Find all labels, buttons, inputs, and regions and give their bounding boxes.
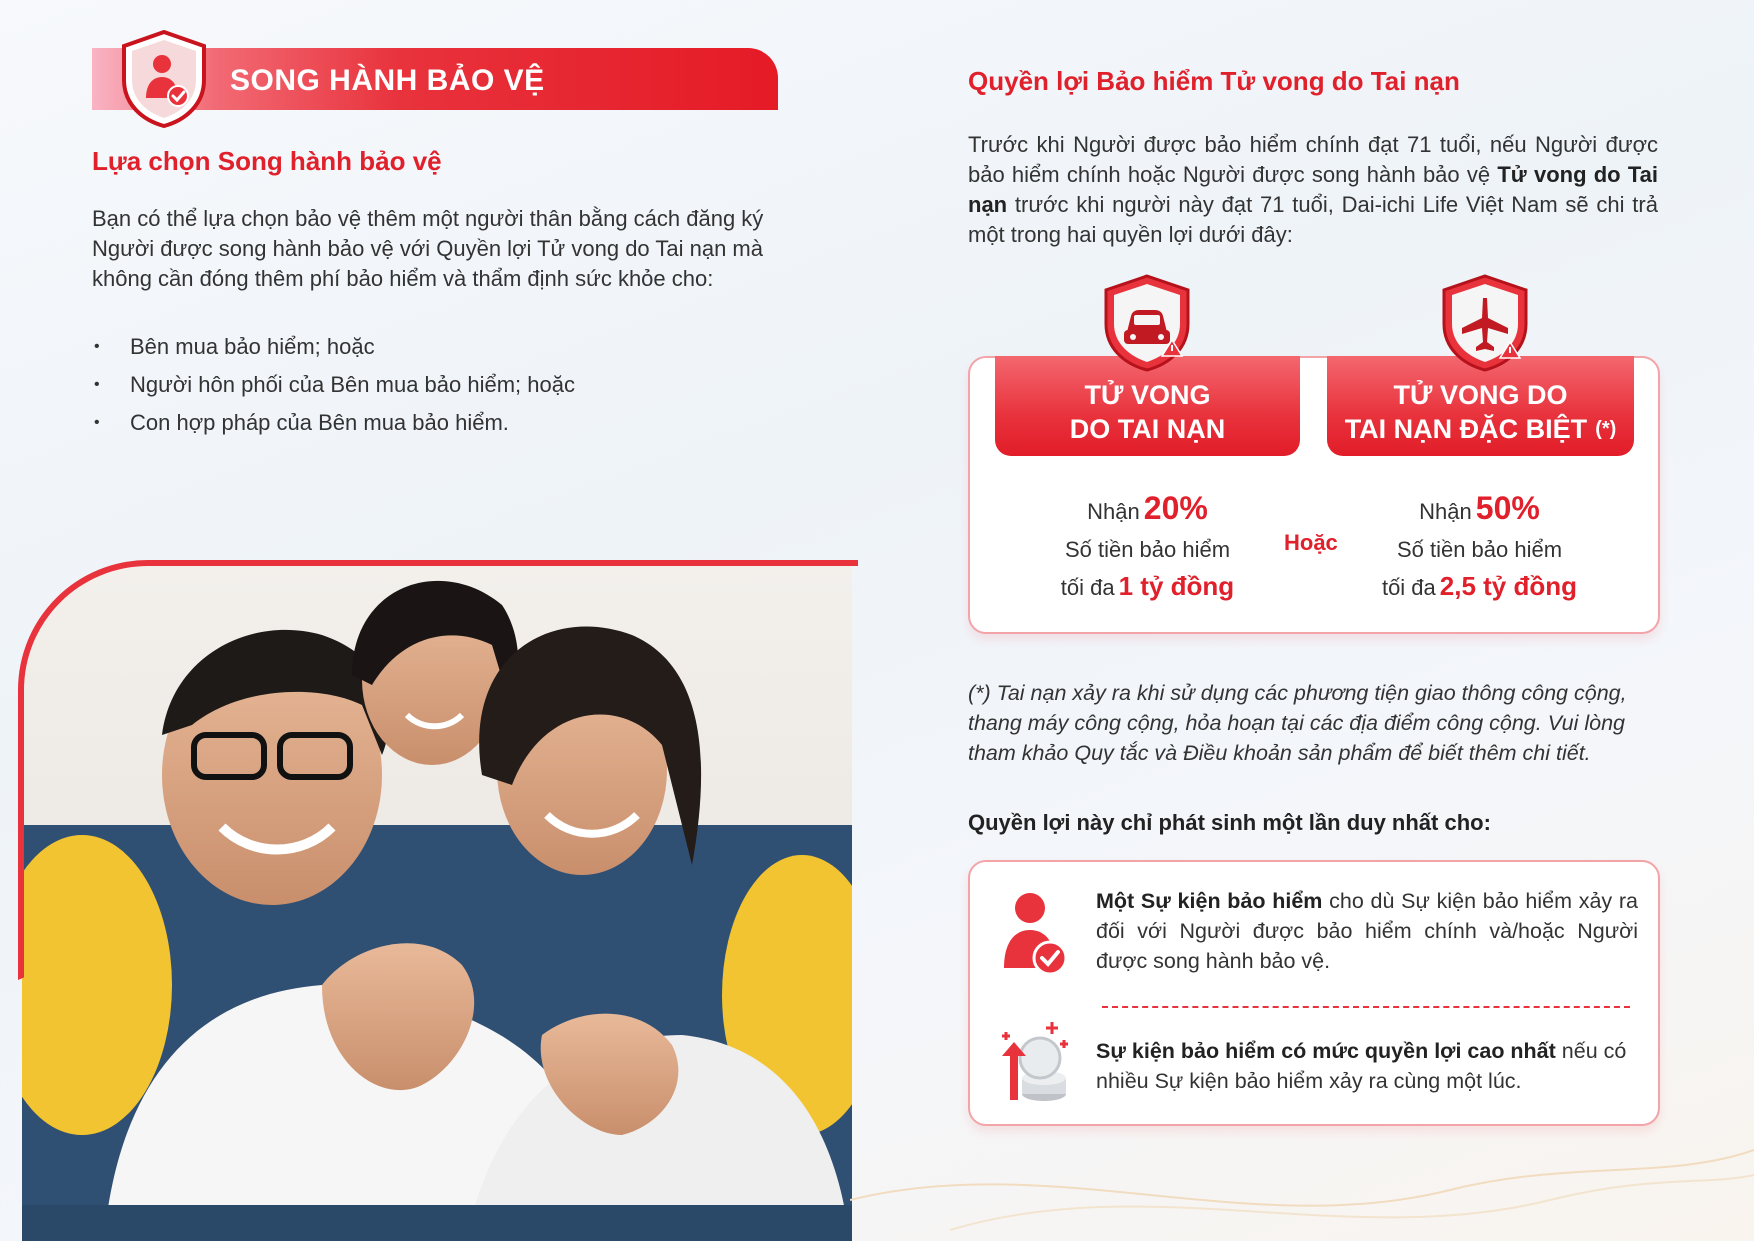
person-check-icon	[1000, 890, 1068, 978]
eligibility-list	[92, 328, 575, 442]
list-item: • Người hôn phối của Bên mua bảo hiểm; hoặc	[92, 366, 575, 404]
benefit-percent: 50%	[1475, 490, 1540, 526]
decorative-wave	[850, 1000, 1754, 1241]
person-shield-check-icon	[120, 30, 208, 128]
list-item: • Con hợp pháp của Bên mua bảo hiểm.	[92, 404, 575, 442]
benefit-detail-accident: Nhận 20% Số tiền bảo hiểm tối đa 1 tỷ đồng	[1060, 490, 1235, 601]
list-item: • Bên mua bảo hiểm; hoặc	[92, 328, 575, 366]
benefit-detail-special: Nhận 50% Số tiền bảo hiểm tối đa 2,5 tỷ đồng	[1381, 490, 1578, 601]
benefit-max-amount: 1 tỷ đồng	[1118, 571, 1235, 601]
or-separator: Hoặc	[1284, 530, 1338, 555]
footnote: (*) Tai nạn xảy ra khi sử dụng các phương tiện giao thông công cộng, thang máy công cộng, hỏa hoạn tại các địa điểm công cộng. Vui lòng tham khảo Quy tắc và Điều khoản sản phẩm để biết thêm chi tiết.	[968, 681, 1627, 765]
benefit-tab-accident-death: TỬ VONG DO TAI NẠN	[995, 356, 1300, 456]
benefit-intro: Trước khi Người được bảo hiểm chính đạt 71 tuổi, nếu Người được bảo hiểm chính hoặc Người được song hành bảo vệ Tử vong do Tai nạn trước khi người này đạt 71 tuổi, Dai-ichi Life Việt Nam sẽ chi trả một trong hai quyền lợi dưới đây:	[968, 132, 1658, 247]
benefit-tab-special-accident-death: TỬ VONG DO TAI NẠN ĐẶC BIỆT (*)	[1327, 356, 1634, 456]
benefit-intro-bold: Tử vong do Tai nạn	[968, 162, 1658, 217]
footnote-star: (*)	[1595, 418, 1617, 440]
intro-paragraph: Bạn có thể lựa chọn bảo vệ thêm một người thân bằng cách đăng ký Người được song hành bảo vệ với Quyền lợi Tử vong do Tai nạn mà không cần đóng thêm phí bảo hiểm và thẩm định sức khỏe cho:	[92, 206, 764, 291]
benefit-percent: 20%	[1143, 490, 1208, 526]
section-subheading: Lựa chọn Song hành bảo vệ	[92, 146, 442, 176]
plane-accident-shield-icon	[1440, 274, 1530, 372]
once-item: Một Sự kiện bảo hiểm cho dù Sự kiện bảo hiểm xảy ra đối với Người được bảo hiểm chính và/hoặc Người được song hành bảo vệ.	[1096, 889, 1638, 973]
benefit-heading: Quyền lợi Bảo hiểm Tử vong do Tai nạn	[968, 66, 1460, 96]
once-item: Sự kiện bảo hiểm có mức quyền lợi cao nhất nếu có nhiều Sự kiện bảo hiểm xảy ra cùng một lúc.	[1096, 1039, 1627, 1093]
banner-title: SONG HÀNH BẢO VỆ	[230, 64, 545, 97]
benefit-max-amount: 2,5 tỷ đồng	[1439, 571, 1578, 601]
car-accident-shield-icon	[1102, 274, 1192, 372]
once-heading: Quyền lợi này chỉ phát sinh một lần duy nhất cho:	[968, 810, 1491, 835]
